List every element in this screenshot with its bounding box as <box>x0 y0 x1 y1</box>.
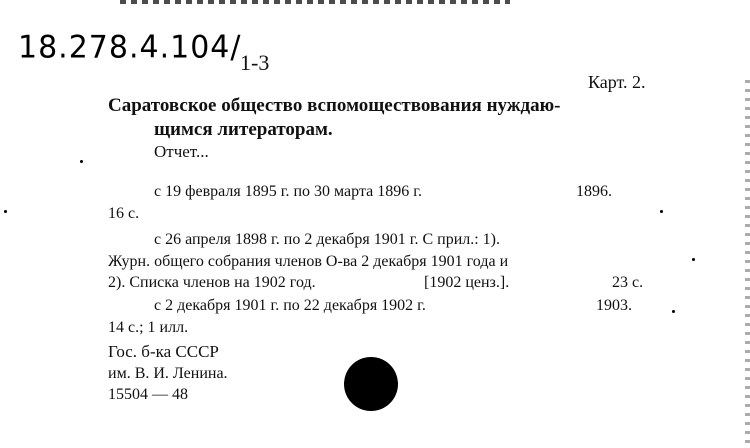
library-line-3: 15504 — 48 <box>108 386 188 403</box>
card-number: Карт. 2. <box>588 72 646 92</box>
entry-2-journal: Журн. общего собрания членов О-ва 2 декабря 1901 года и <box>108 253 509 270</box>
library-line-1: Гос. б-ка СССР <box>108 342 219 361</box>
speck <box>692 258 695 261</box>
entry-1-year: 1896. <box>576 183 612 200</box>
speck <box>4 210 7 213</box>
entry-1-pages: 16 с. <box>108 205 140 222</box>
speck <box>672 310 675 313</box>
entry-2-pages: 23 с. <box>612 274 644 291</box>
entry-2-censor: [1902 ценз.]. <box>424 274 510 291</box>
top-edge-marks <box>120 0 510 4</box>
entry-3-pages: 14 с.; 1 илл. <box>108 319 189 336</box>
punch-hole <box>344 357 398 411</box>
entry-1-dates: с 19 февраля 1895 г. по 30 марта 1896 г. <box>154 183 422 200</box>
entry-3-dates: с 2 декабря 1901 г. по 22 декабря 1902 г. <box>154 297 426 314</box>
entry-2-dates: с 26 апреля 1898 г. по 2 декабря 1901 г. С прил.: 1). <box>154 231 501 248</box>
right-edge-marks <box>745 80 750 448</box>
call-number-range: 1-3 <box>240 50 270 75</box>
call-number: 18.278.4.104/ <box>18 29 242 66</box>
speck <box>80 160 83 163</box>
library-line-2: им. В. И. Ленина. <box>108 365 228 382</box>
entry-3-year: 1903. <box>596 297 632 314</box>
title-line-2: щимся литераторам. <box>154 119 333 140</box>
title-line-1: Саратовское общество вспомоществования нуждаю- <box>108 95 561 116</box>
speck <box>660 210 663 213</box>
entry-2-members-list: 2). Списка членов на 1902 год. <box>108 274 316 291</box>
report-label: Отчет... <box>154 142 209 161</box>
